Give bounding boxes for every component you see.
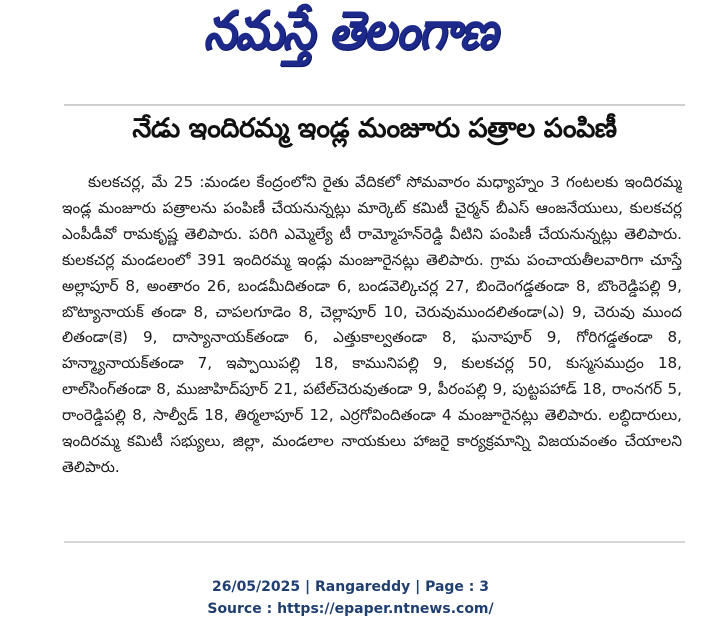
newspaper-masthead	[150, 0, 550, 70]
headline-top-rule	[64, 104, 685, 106]
footer-source-line: Source : https://epaper.ntnews.com/	[207, 601, 494, 617]
masthead-title: నమస్తే తెలంగాణ	[203, 0, 497, 62]
article-headline: నేడు ఇందిరమ్మ ఇండ్ల మంజూరు పత్రాల పంపిణీ	[132, 113, 617, 144]
article-body: కులకచర్ల, మే 25 :మండల కేంద్రంలోని రైతు వేదికలో సోమవారం మధ్యాహ్నం 3 గంటలకు ఇందిరమ్మ ఇండ్ల మంజూరు పత్రాలను పంపిణీ చేయనున్నట్లు మార్కెట్ కమిటీ చైర్మన్ బీఎస్ ఆంజనేయులు, కులకచర్ల ఎంపీడీవో రామకృష్ణ తెలిపారు. పరిగి ఎమ్మెల్యే టీ రామ్మోహన్‌రెడ్డి వీటిని పంపిణీ చేయనున్నట్లు తెలిపారు. కులకచర్ల మండలంలో 391 ఇందిరమ్మ ఇండ్లు మంజూరైనట్లు తెలిపారు. గ్రామ పంచాయతీలవారిగా చూస్తే అల్లాపూర్ 8, అంతారం 26, బండమీదితండా 6, బండవెల్కిచర్ల 27, బిందెంగడ్డతండా 8, బొంరెడ్డిపల్లి 9, బొట్యానాయక్ తండా 8, చాపలగూడెం 8, చెల్లాపూర్ 10, చెరువుముందలితండా(ఎ) 9, చెరువు ముంద లితండా(కె) 9, దాస్యానాయక్‌తండా 6, ఎత్తుకాల్వతండా 8, ఘనాపూర్ 9, గోరిగడ్డతండా 8, హన్మ్యానాయక్‌తండా 7, ఇప్పాయిపల్లి 18, కామునిపల్లి 9, కులకచర్ల 50, కుస్మసముద్రం 18, లాల్‌సింగ్‌తండా 8, ముజాహిద్‌పూర్ 21, పటేల్‌చెరువుతండా 9, పీరంపల్లి 9, పుట్టపహాడ్ 18, రాంనగర్ 5, రాంరెడ్డిపల్లి 8, సాల్వీడ్ 18, తిర్మలాపూర్ 12, ఎర్రగోవిందితండా 4 మంజూరైనట్లు తెలిపారు. లబ్ధిదారులు, ఇందిరమ్మ కమిటీ సభ్యులు, జిల్లా, మండలాల నాయకులు హాజరై కార్యక్రమాన్ని విజయవంతం చేయాలని తెలిపారు.	[62, 173, 682, 476]
page-footer	[0, 576, 701, 620]
article-bottom-rule	[64, 541, 685, 543]
footer-meta-line: 26/05/2025 | Rangareddy | Page : 3	[211, 579, 490, 595]
